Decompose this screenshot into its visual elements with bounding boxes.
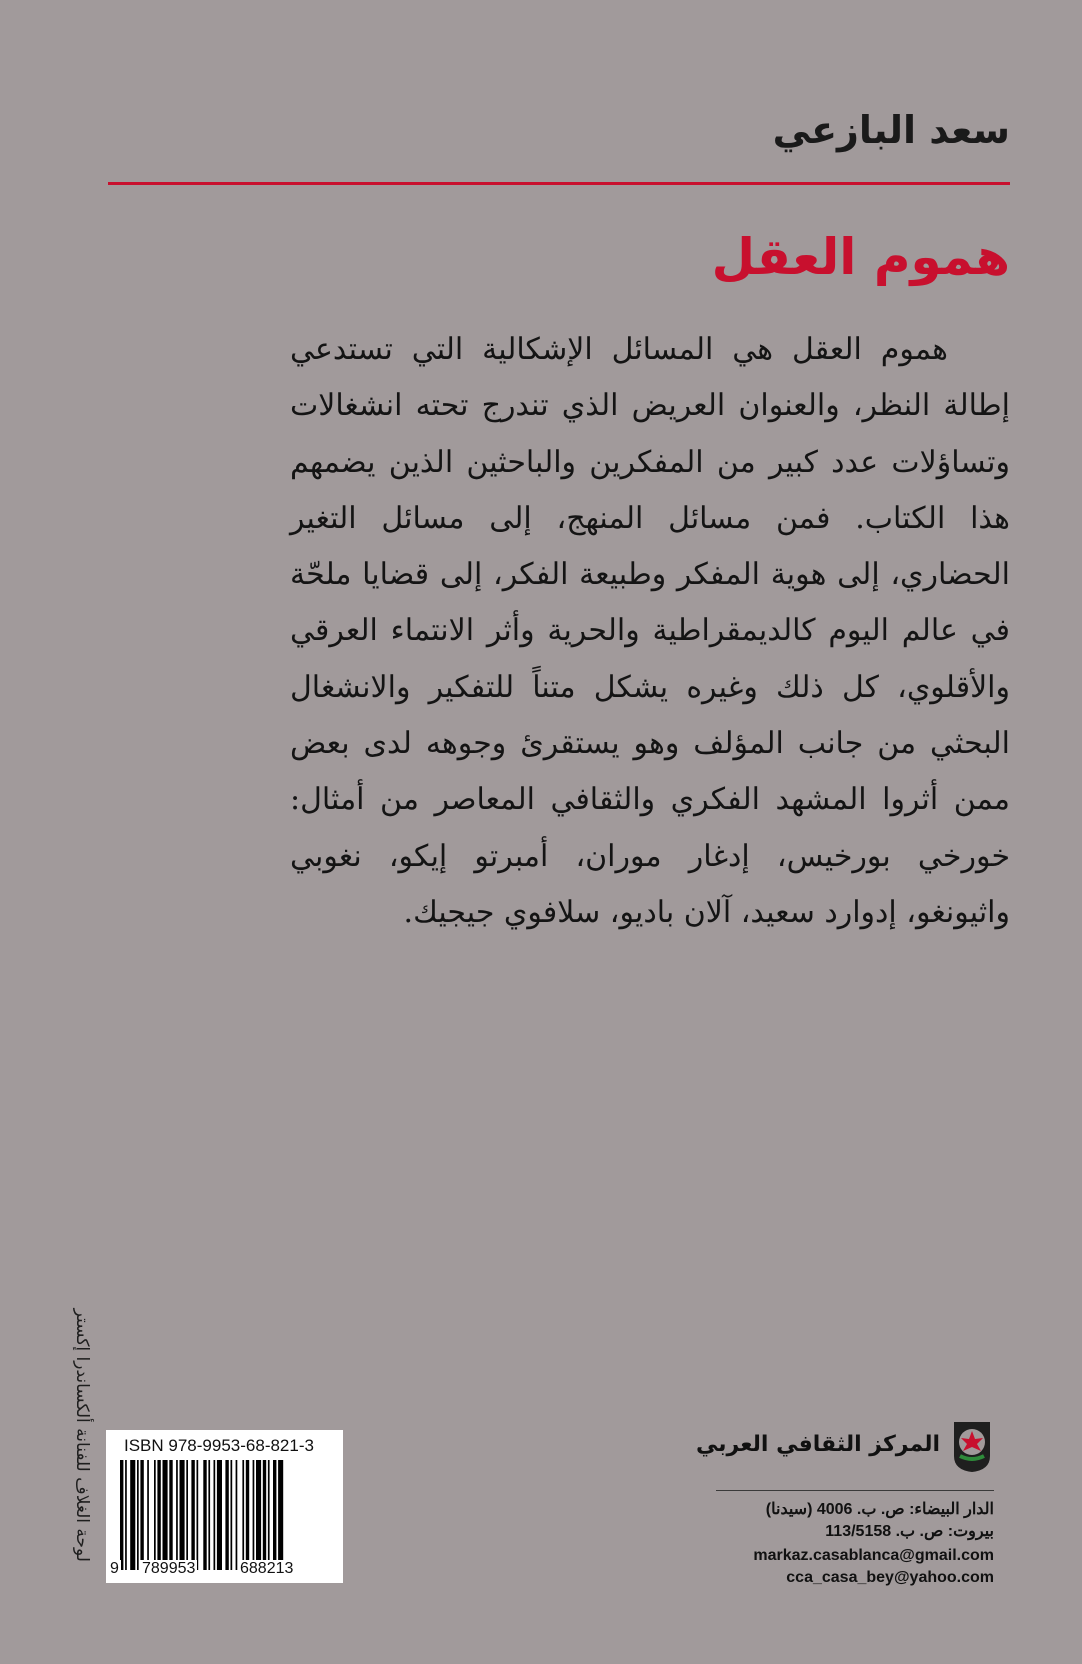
barcode-bar [140, 1460, 143, 1570]
blurb-text: هموم العقل هي المسائل الإشكالية التي تستدعي إطالة النظر، والعنوان العريض الذي تندرج تحته انشغالات وتساؤلات عدد كبير من المفكرين والباحثين الذين يضمهم هذا الكتاب. فمن مسائل المنهج، إلى مسائل التغير الحضاري، إلى هوية المفكر وطبيعة الفكر، إلى قضايا ملحّة في عالم اليوم كالديمقراطية والحرية وأثر الانتماء العرقي والأقلوي، كل ذلك وغيره يشكل متناً للتفكير والانشغال البحثي من جانب المؤلف وهو يستقرئ وجوهه لدى بعض ممن أثروا المشهد الفكري والثقافي المعاصر من أمثال: خورخي بورخيس، إدغار موران، أمبرتو إيكو، نغوبي واثيونغو، إدوارد سعيد، آلان باديو، سلافوي جيجيك. [290, 332, 1010, 930]
barcode-bar [130, 1460, 135, 1570]
barcode-digit-first: 9 [110, 1560, 119, 1577]
publisher-name: المركز الثقافي العربي [696, 1432, 940, 1457]
barcode-box [106, 1430, 343, 1583]
barcode-bar [246, 1460, 249, 1570]
barcode-digits-left: 789953 [142, 1560, 196, 1577]
barcode-bar [214, 1460, 216, 1570]
flower-emblem-icon [950, 1418, 994, 1474]
barcode-bar [186, 1460, 188, 1570]
isbn-label: ISBN 978-9953-68-821-3 [124, 1436, 314, 1455]
barcode-bar [242, 1460, 244, 1570]
barcode-bar [208, 1460, 210, 1570]
barcode-bar [231, 1460, 233, 1570]
barcode-bar [154, 1460, 156, 1570]
barcode-bar [217, 1460, 222, 1570]
barcode-bar [157, 1460, 160, 1570]
barcode-bar [225, 1460, 228, 1570]
barcode-bar [256, 1460, 261, 1570]
barcode-bar [253, 1460, 255, 1570]
barcode-bar [191, 1460, 194, 1570]
cover-art-credit: لوحة الغلاف للفنانة ألكساندرا إكستر [72, 1308, 92, 1562]
barcode-bar [147, 1460, 149, 1570]
barcode-bar [273, 1460, 276, 1570]
barcode-bar [203, 1460, 206, 1570]
publisher-divider [716, 1490, 994, 1491]
barcode-bar [236, 1460, 238, 1570]
barcode-digits-right: 688213 [240, 1560, 294, 1577]
barcode-bar [268, 1460, 270, 1570]
barcode-bar [137, 1460, 139, 1570]
address-casablanca: الدار البيضاء: ص. ب. 4006 (سيدنا) [765, 1501, 994, 1518]
address-beirut: بيروت: ص. ب. 113/5158 [825, 1523, 994, 1540]
barcode-bar [180, 1460, 185, 1570]
book-title: هموم العقل [711, 228, 1010, 286]
author-name: سعد البازعي [772, 108, 1010, 152]
email-beirut: cca_casa_bey@yahoo.com [786, 1569, 994, 1586]
barcode-bar [163, 1460, 168, 1570]
barcode-bar [125, 1460, 127, 1570]
title-divider [108, 182, 1010, 185]
email-casablanca: markaz.casablanca@gmail.com [753, 1547, 994, 1564]
barcode-bar [197, 1460, 199, 1570]
barcode-bar [263, 1460, 266, 1570]
barcode-bar [278, 1460, 283, 1570]
barcode-bar [169, 1460, 172, 1570]
barcode-bars [120, 1460, 330, 1570]
barcode-bar [120, 1460, 123, 1570]
barcode-bar [176, 1460, 178, 1570]
